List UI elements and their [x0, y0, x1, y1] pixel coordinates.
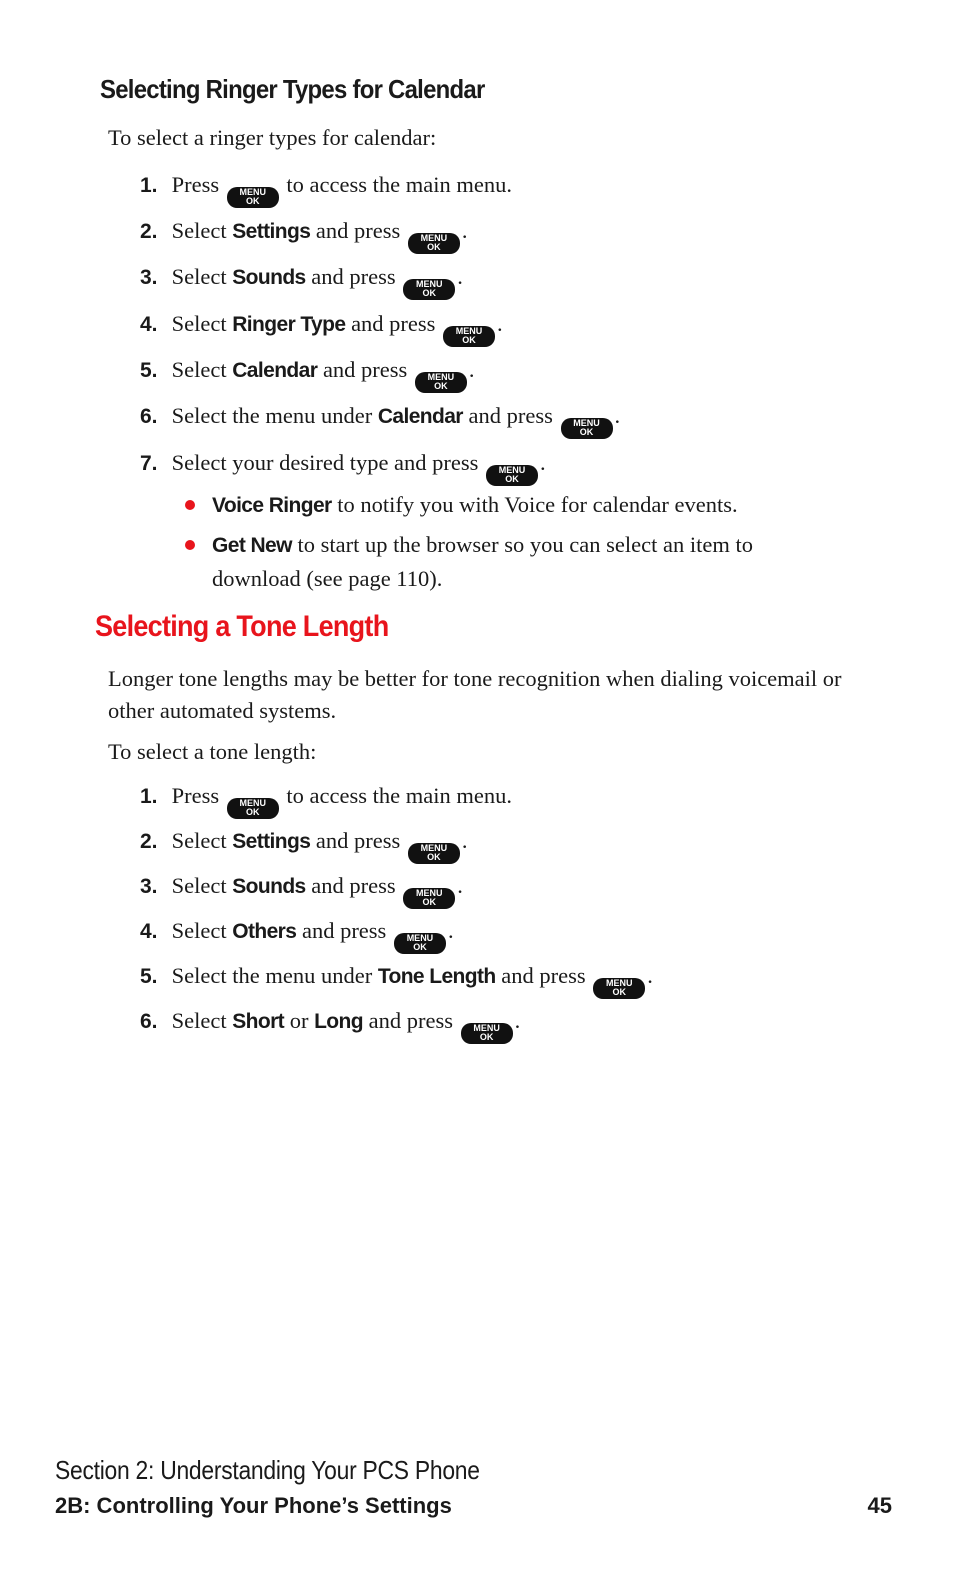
bullet-dot-icon — [185, 540, 195, 550]
menu-ok-key-icon: MENU OK — [408, 843, 460, 864]
step-item: 3. Select Sounds and press MENU OK . — [140, 264, 463, 298]
menu-ok-key-icon: MENU OK — [227, 187, 279, 208]
step-item: 5. Select Calendar and press MENU OK . — [140, 357, 475, 391]
bullet-item-get-new: Get New to start up the browser so you can select an item to download (see page 110). — [186, 528, 846, 595]
bullet-dot-icon — [185, 500, 195, 510]
menu-ok-key-icon: MENU OK — [394, 933, 446, 954]
menu-ok-key-icon: MENU OK — [461, 1023, 513, 1044]
step-item: 4. Select Others and press MENU OK . — [140, 918, 454, 952]
step-item: 6. Select the menu under Calendar and press MENU OK . — [140, 403, 621, 437]
step-item: 6. Select Short or Long and press MENU OK . — [140, 1008, 521, 1042]
intro-text: To select a tone length: — [108, 739, 317, 764]
menu-ok-key-icon: MENU OK — [403, 279, 455, 300]
menu-ok-key-icon: MENU OK — [443, 326, 495, 347]
footer-section-title: Section 2: Understanding Your PCS Phone — [55, 1455, 480, 1485]
menu-ok-key-icon: MENU OK — [227, 798, 279, 819]
step-item: 2. Select Settings and press MENU OK . — [140, 218, 468, 252]
intro-text: To select a ringer types for calendar: — [108, 125, 437, 150]
menu-ok-key-icon: MENU OK — [415, 372, 467, 393]
step-item: 7. Select your desired type and press MENU OK . — [140, 450, 546, 484]
menu-ok-key-icon: MENU OK — [408, 233, 460, 254]
step-item: 4. Select Ringer Type and press MENU OK . — [140, 311, 503, 345]
intro-paragraph: Longer tone lengths may be better for tone recognition when dialing voicemail or other automated systems. — [108, 666, 842, 723]
page-number: 45 — [867, 1493, 892, 1518]
step-item: 1. Press MENU OK to access the main menu. — [140, 783, 512, 817]
bullet-item-voice-ringer: Voice Ringer to notify you with Voice for calendar events. — [186, 488, 846, 522]
step-item: 1. Press MENU OK to access the main menu. — [140, 172, 512, 206]
footer-subsection-title: 2B: Controlling Your Phone’s Settings — [55, 1493, 452, 1518]
step-item: 3. Select Sounds and press MENU OK . — [140, 873, 463, 907]
menu-ok-key-icon: MENU OK — [403, 888, 455, 909]
step-item: 5. Select the menu under Tone Length and press MENU OK . — [140, 963, 653, 997]
menu-ok-key-icon: MENU OK — [561, 418, 613, 439]
section-heading-tone-length: Selecting a Tone Length — [95, 610, 389, 643]
step-item: 2. Select Settings and press MENU OK . — [140, 828, 468, 862]
section-heading-ringer-types: Selecting Ringer Types for Calendar — [100, 74, 485, 104]
menu-ok-key-icon: MENU OK — [486, 465, 538, 486]
menu-ok-key-icon: MENU OK — [593, 978, 645, 999]
